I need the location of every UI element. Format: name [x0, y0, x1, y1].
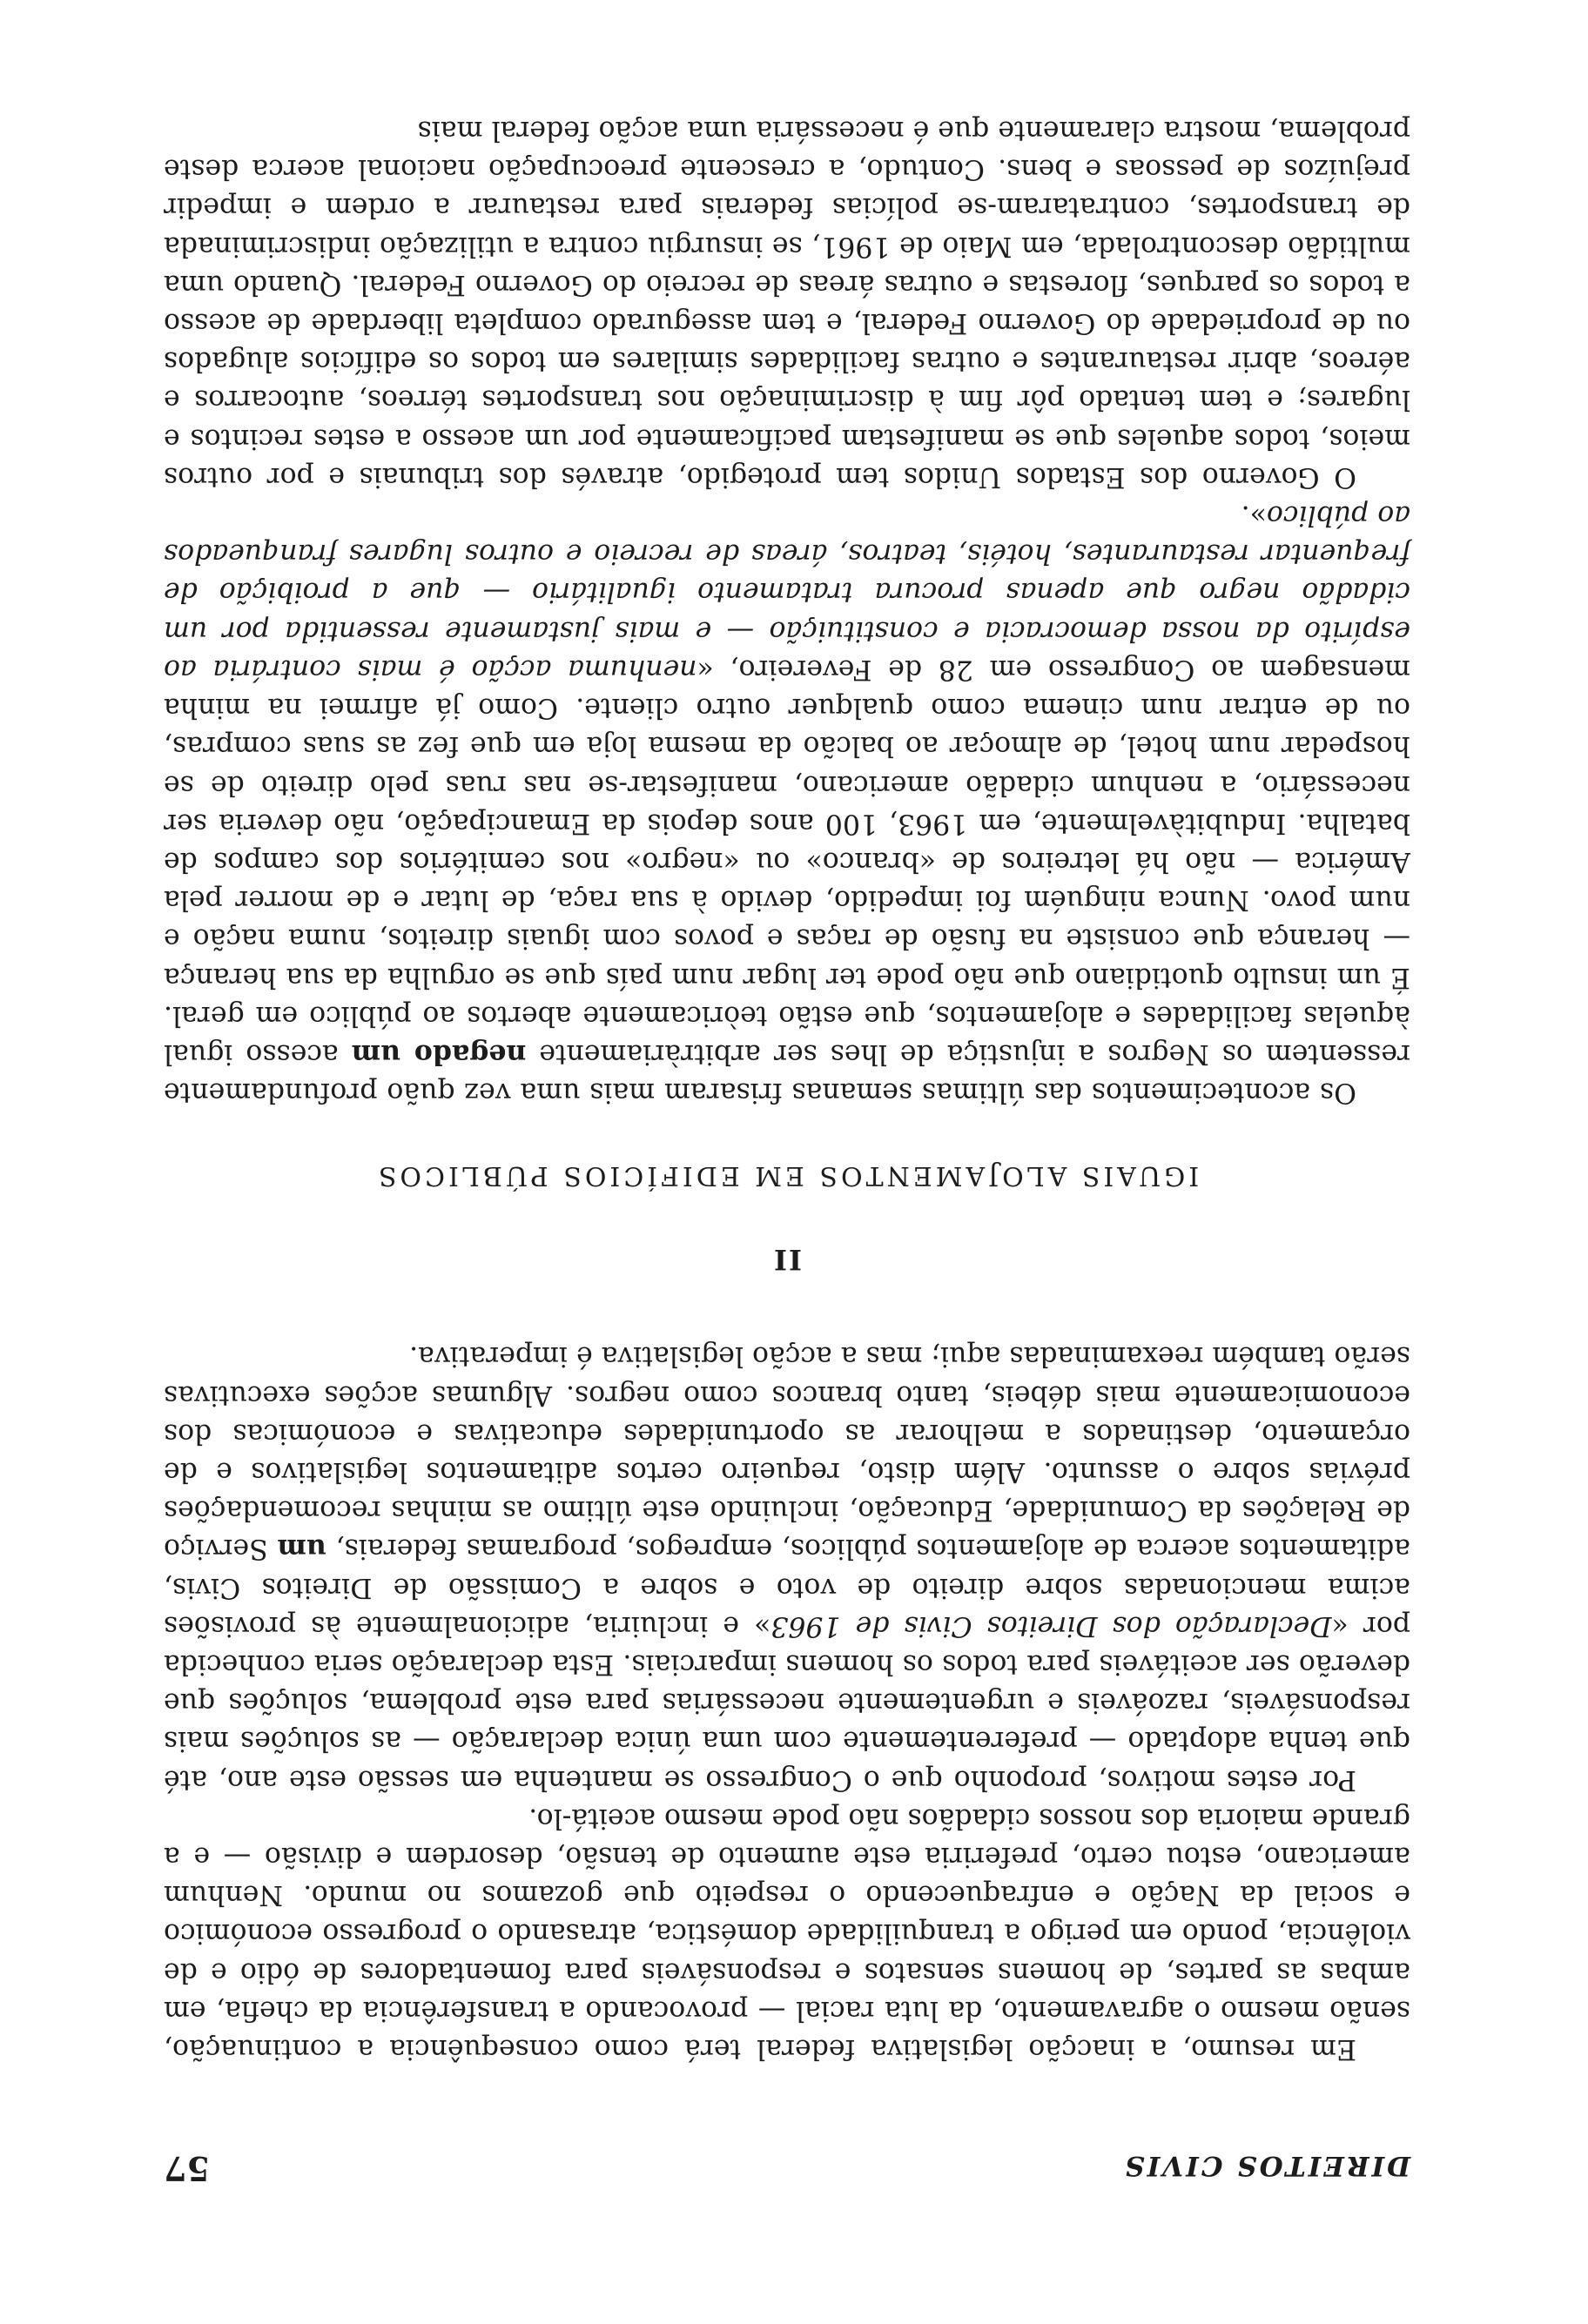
paragraph-events	[164, 496, 1410, 1112]
section-number: II	[772, 1243, 802, 1277]
section-title: IGUAIS ALOJAMENTOS EM EDIFÍCIOS PÚBLICOS	[374, 1160, 1200, 1192]
page-content	[164, 111, 1410, 2188]
declaration-title: Declaração dos Direitos Civis de 1963	[770, 1609, 1332, 1642]
running-head	[164, 2136, 1410, 2188]
paragraph-proposal-text-2: » e incluiria, adicionalmente às provisões acima mencionadas sobre direito de voto e sobre a Comissão de Direitos Civis, aditamentos acerca de alojamentos públicos, empregos, programas federais,	[164, 1533, 1410, 1642]
paragraph-government: O Governo dos Estados Unidos tem protegido, através dos tribunais e por outros meios, todos aqueles que se manifestam pacificamente por um acesso a estes recintos e lugares; e tem tentado pôr fim à discriminação nos transportes térreos, autocarros e aéreos, abrir restaurantes e outras facilidades similares em todos os edifícios alugados ou de propriedade do Governo Federal, e tem assegurado completa liberdade de acesso a todos os parques, florestas e outras áreas de recreio do Governo Federal. Quando uma multidão descontrolada, em Maio de 1961, se insurgiu contra a utilização indiscriminada de transportes, contrataram-se polícias federais para restaurar a ordem e impedir prejuízos de pessoas e bens. Contudo, a crescente preocupação nacional acerca deste problema, mostra claramente que é necessária uma acção federal mais	[164, 115, 1410, 493]
paragraph-events-text-1: Os acontecimentos das últimas semanas frisaram mais uma vez quão profundamente ressentem os Negros a injustiça de lhes ser arbitràriamente	[164, 1038, 1410, 1109]
quoted-message: nenhuma acção é mais contrária ao espírito da nossa democracia e constituição — e mais justamente ressentida por um cidadão negro que apenas procura tratamento igualitário — que a proibição de frequentar restaurantes, hotéis, teatros, áreas de recreio e outros lugares franqueados ao público	[164, 500, 1410, 685]
paragraph-proposal	[164, 1337, 1410, 1798]
paragraph-events-text-2: acesso igual àquelas facilidades e alojamentos, que estão teòricamente abertos ao público em geral. É um insulto quotidiano que não pode ter lugar num país que se orgulha da sua herança — herança que consiste na fusão de raças e povos com iguais direitos, numa nação e num povo. Nunca ninguém foi impedido, devido à sua raça, de lutar e de morrer pela América — não há letreiros de «branco» ou «negro» nos cemitérios dos campos de batalha. Indubitàvelmente, em 1963, 100 anos depois da Emancipação, não deveria ser necessário, a nenhum cidadão americano, manifestar-se nas ruas pelo direito de se hospedar num hotel, de almoçar ao balcão da mesma loja em que fez as suas compras, ou de entrar num cinema como qualquer outro cliente. Como já afirmei na minha mensagem ao Congresso em 28 de Fevereiro, «	[164, 653, 1410, 1070]
paragraph-proposal-text-1: Por estes motivos, proponho que o Congresso se mantenha em sessão este ano, até que tenha adoptado — preferentemente com uma única declaração — as soluções mais responsáveis, razoáveis e urgentemente necessárias para este problema, soluções que deverão ser aceitáveis para todos os homens imparciais. Esta declaração seria conhecida por «	[164, 1609, 1410, 1796]
bold-word: um	[277, 1533, 326, 1566]
paragraph-events-text-3: ».	[1241, 500, 1267, 532]
paragraph-summary: Em resumo, a inacção legislativa federal terá como consequência a continuação, senão mesmo o agravamento, da luta racial — provocando a transferência da chefia, em ambas as partes, de homens sensatos e responsáveis para fomentadores de ódio e de violência, pondo em perigo a tranquilidade doméstica, atrasando o progresso económico e social da Nação e enfraquecendo o respeito que gozamos no mundo. Nenhum americano, estou certo, preferiria este aumento de tensão, desordem e divisão — e a grande maioria dos nossos cidadãos não pode mesmo aceitá-lo.	[164, 1802, 1410, 2065]
bold-phrase: negado um	[351, 1038, 527, 1071]
running-head-title: DIREITOS CIVIS	[1122, 2150, 1410, 2181]
paragraph-proposal-text-3: Serviço de Relações da Comunidade, Educação, incluindo este último as minhas recomendações prévias sobre o assunto. Além disto, requeiro certos aditamentos legislativos e de orçamento, destinados a melhorar as oportunidades educativas e económicas dos economicamente mais débeis, tanto brancos como negros. Algumas acções executivas serão também reexaminadas aqui; mas a acção legislativa é imperativa.	[164, 1340, 1410, 1565]
page-number: 57	[164, 2149, 210, 2188]
